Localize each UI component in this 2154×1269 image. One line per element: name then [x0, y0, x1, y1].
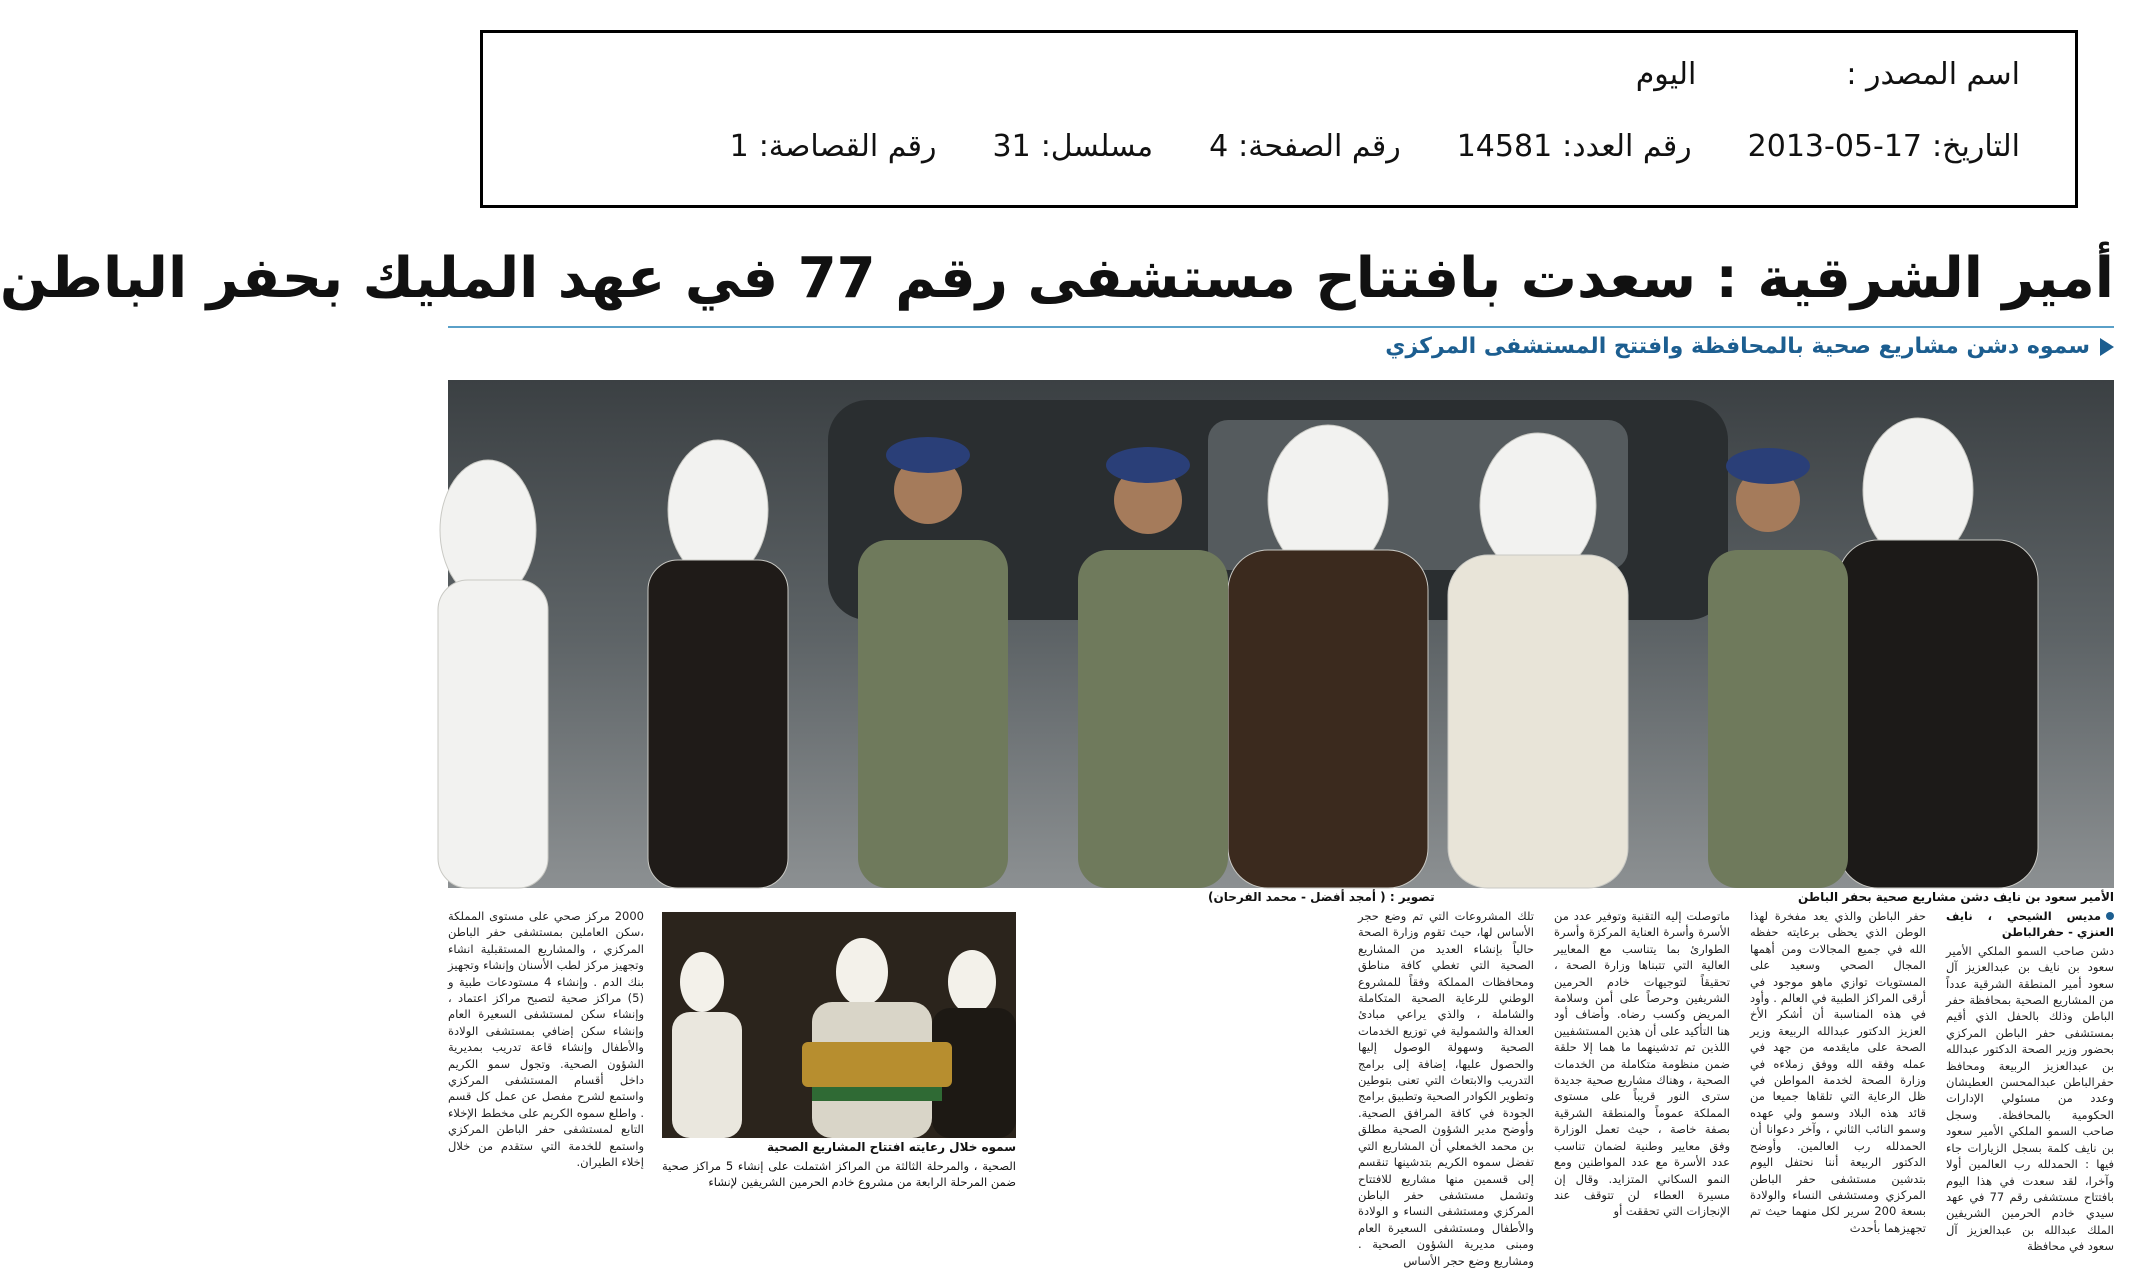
bullet-icon: [2106, 912, 2114, 920]
column-text: دشن صاحب السمو الملكي الأمير سعود بن نايف بن عبدالعزيز آل سعود أمير المنطقة الشرقية عدداً من المشاريع الصحية بمحافظة حفر الباطن وذلك بالحفل الذي أقيم بمستشفى حفر الباطن المركزي بحضور وزير الصحة الدكتور عبدالله بن عبدالعزيز الربيعة ومحافظ حفرالباطن عبدالمحسن العطيشان وعدد من مسئولي الإدارات الحكومية بالمحافظة. وسجل صاحب السمو الملكي الأمير سعود بن نايف كلمة بسجل الزيارات جاء فيها : الحمدلله رب العالمين أولا وآخرا، لقد سعدت في هذا اليوم بافتتاح مستشفى رقم 77 في عهد سيدي خادم الحرمين الشريفين الملك عبدالله بن عبدالعزيز آل سعود في محافظة: [1946, 943, 2115, 1254]
article-column-4: [1358, 908, 1534, 1268]
meta-issue: رقم العدد: 14581: [1456, 129, 1692, 164]
article-column-3: [1554, 908, 1730, 1238]
column-text: ماتوصلت إليه التقنية وتوفير عدد من الأسرة وأسرة العناية المركزة وأسرة الطوارئ بما يتناسب مع المعايير العالية التي تتبناها وزارة الصحة ، تحقيقاً لتوجيهات خادم الحرمين الشريفين وحرصاً على أمن وسلامة المريض وكسب رضاه. وأضاف أود هنا التأكيد على أن هذين المستشفيين اللذين تم تدشينهما ما هما إلا حلقة ضمن منظومة متكاملة من الخدمات الصحية ، وهناك مشاريع صحية جديدة سترى النور قريباً على مستوى المملكة عموماً والمنطقة الشرقية بصفة خاصة ، حيث تعمل الوزارة وفق معايير وطنية لضمان تناسب عدد الأسرة مع عدد المواطنين ومع النمو السكاني المتزايد. وقال إن مسيرة العطاء لن تتوقف عند الإنجازات التي تحققت أو: [1554, 909, 1730, 1219]
group-photo-illustration: [448, 380, 2114, 888]
headline-rule: [448, 326, 2114, 328]
meta-clip: رقم القصاصة: 1: [729, 129, 937, 164]
date-value: 2013-05-17: [1747, 129, 1923, 164]
meta-row-details: [674, 129, 2020, 164]
triangle-bullet-icon: [2100, 338, 2114, 356]
inset-caption: سموه خلال رعايته افتتاح المشاريع الصحية: [767, 1140, 1016, 1154]
column-text: 2000 مركز صحي على مستوى المملكة ،سكن العاملين بمستشفى حفر الباطن المركزي ، والمشاريع المستقبلية انشاء وتجهيز مركز لطب الأسنان وإنشاء وتجهيز بنك الدم . وإنشاء 4 مستودعات طبية و (5) مراكز صحية لتصبح مراكز اعتماد ، وإنشاء سكن لمستشفى السعيرة العام وإنشاء سكن إضافي بمستشفى الولادة والأطفال وإنشاء قاعة تدريب بمديرية الشؤون الصحية. وتجول سمو الكريم داخل أقسام المستشفى المركزي واستمع لشرح مفصل عن عمل كل قسم . واطلع سموه الكريم على مخطط الإخلاء التابع لمستشفى حفر الباطن المركزي واستمع للخدمة التي ستقدم من خلال إخلاء الطيران.: [448, 909, 644, 1170]
award-photo-illustration: [662, 912, 1016, 1138]
article-headline: أمير الشرقية : سعدت بافتتاح مستشفى رقم 77 في عهد المليك بحفر الباطن: [0, 246, 2114, 311]
source-label: اسم المصدر :: [1846, 57, 2020, 92]
column-text: تلك المشروعات التي تم وضع حجر الأساس لها، حيث تقوم وزارة الصحة حالياً بإنشاء العديد من المشاريع الصحية التي تغطي كافة مناطق ومحافظات المملكة وفقاً للمشروع الوطني للرعاية الصحية المتكاملة والشاملة ، والذي يراعي مبادئ العدالة والشمولية في توزيع الخدمات الصحية وسهولة الوصول إليها والحصول عليها، إضافة إلى برامج التدريب والابتعاث التي تعنى بتوطين وتطوير الكوادر الصحية وتطبيق برامج الجودة في كافة المرافق الصحية. وأوضح مدير الشؤون الصحية مطلق بن محمد الخمعلي أن المشاريع التي تفضل سموه الكريم بتدشينها تنقسم إلى قسمين منها مشاريع للافتتاح وتشمل مستشفى حفر الباطن المركزي ومستشفى النساء و الولادة والأطفال ومستشفى السعيرة العام ومبنى مديرية الشؤون الصحية . ومشاريع وضع حجر الأساس: [1358, 909, 1534, 1268]
article-byline: مديس الشيحي ، نايف العنزي - حفرالباطن: [1946, 909, 2114, 940]
page-value: 4: [1209, 129, 1229, 164]
meta-page: رقم الصفحة: 4: [1209, 129, 1401, 164]
inset-below-text: الصحية ، والمرحلة الثالثة من المراكز اشتملت على إنشاء 5 مراكز صحية ضمن المرحلة الرابعة من مشروع خادم الحرمين الشريفين لإنشاء: [662, 1159, 1016, 1190]
meta-date: التاريخ: 2013-05-17: [1747, 129, 2020, 164]
article-column-1: [1946, 908, 2115, 1254]
clip-value: 1: [729, 129, 749, 164]
serial-value: 31: [992, 129, 1031, 164]
meta-serial: مسلسل: 31: [992, 129, 1154, 164]
main-photo: [448, 380, 2114, 888]
source-value: اليوم: [1635, 57, 1697, 92]
photo-caption: الأمير سعود بن نايف دشن مشاريع صحية بحفر الباطن: [1798, 890, 2114, 904]
meta-row-source: [1636, 57, 2020, 92]
article-column-2: [1750, 908, 1926, 1238]
issue-value: 14581: [1456, 129, 1553, 164]
column-text: حفر الباطن والذي يعد مفخرة لهذا الوطن الذي يحظى برعايته حفظه الله في جميع المجالات ومن أهمها المجال الصحي وسعيد على المستويات توازي ماهو موجود في أرقى المراكز الطبية في العالم . وأود في هذه المناسبة أن أشكر الأخ العزيز الدكتور عبدالله الربيعة وزير الصحة على مايقدمه من جهد في عمله وفقه الله ووفق زملاءه في وزارة الصحة لخدمة المواطن في ظل الرعاية التي تلقاها جميعا من قائد هذه البلاد وسمو ولي عهده وسمو النائب الثاني ، وآخر دعوانا أن الحمدلله رب العالمين. وأوضح الدكتور الربيعة أننا نحتفل اليوم بتدشين مستشفى حفر الباطن المركزي ومستشفى النساء والولادة بسعة 200 سرير لكل منهما حيث تم تجهيزهما بأحدث: [1750, 909, 1926, 1235]
article-subhead: سموه دشن مشاريع صحية بالمحافظة وافتتح المستشفى المركزي: [1385, 334, 2114, 359]
photo-credit: تصوير : ( أمجد أفضل - محمد الفرحان): [1208, 890, 1435, 904]
article-column-5: [448, 908, 644, 1238]
source-metadata-box: [480, 30, 2078, 208]
inset-photo: [662, 912, 1016, 1138]
